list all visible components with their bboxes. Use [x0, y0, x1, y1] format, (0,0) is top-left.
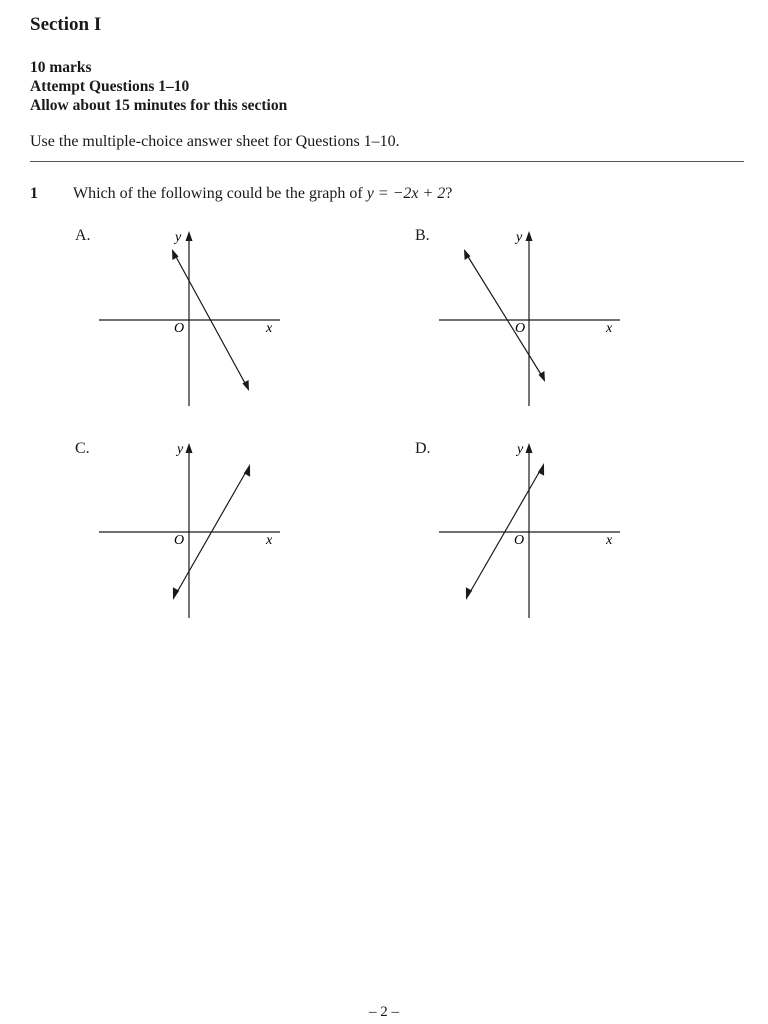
- page-number: – 2 –: [369, 1004, 399, 1020]
- y-axis-arrow-icon: [526, 231, 533, 241]
- line-arrow-icon: [172, 249, 179, 260]
- origin-label: O: [174, 533, 185, 548]
- y-axis-label: y: [177, 442, 184, 457]
- x-axis-label: x: [606, 321, 613, 336]
- section-title: Section I: [30, 14, 102, 35]
- origin-label: O: [515, 321, 526, 336]
- x-axis-label: x: [266, 321, 273, 336]
- marks-text: 10 marks: [30, 59, 92, 76]
- x-axis-label: x: [606, 533, 613, 548]
- y-axis-arrow-icon: [186, 443, 193, 453]
- option-a-label: A.: [75, 227, 91, 244]
- origin-label: O: [514, 533, 525, 548]
- option-c-label: C.: [75, 440, 90, 457]
- time-text: Allow about 15 minutes for this section: [30, 97, 288, 114]
- option-b-label: B.: [415, 227, 430, 244]
- question-text-before: Which of the following could be the graph of: [73, 185, 367, 202]
- option-d-graph: [436, 440, 626, 630]
- y-axis-arrow-icon: [186, 231, 193, 241]
- origin-label: O: [174, 321, 185, 336]
- line-arrow-icon: [242, 380, 249, 391]
- instruction-text: Use the multiple-choice answer sheet for Questions 1–10.: [30, 133, 400, 150]
- option-a-graph: [96, 228, 286, 418]
- question-number: 1: [30, 185, 38, 202]
- question-text-after: ?: [445, 185, 453, 202]
- graph-line: [467, 255, 542, 376]
- x-axis-label: x: [266, 533, 273, 548]
- question-equation: y = −2x + 2: [366, 185, 446, 202]
- y-axis-label: y: [516, 230, 523, 245]
- option-b-graph: [436, 228, 626, 418]
- option-c-graph: [96, 440, 286, 630]
- option-c-graph-svg: [96, 440, 286, 630]
- section-meta: [30, 58, 287, 115]
- option-d-graph-svg: [436, 440, 626, 630]
- question-text: [73, 185, 452, 203]
- option-d-label: D.: [415, 440, 431, 457]
- y-axis-label: y: [175, 230, 182, 245]
- divider: [30, 161, 744, 162]
- y-axis-label: y: [517, 442, 524, 457]
- attempt-text: Attempt Questions 1–10: [30, 78, 190, 95]
- y-axis-arrow-icon: [526, 443, 533, 453]
- option-b-graph-svg: [436, 228, 626, 418]
- option-a-graph-svg: [96, 228, 286, 418]
